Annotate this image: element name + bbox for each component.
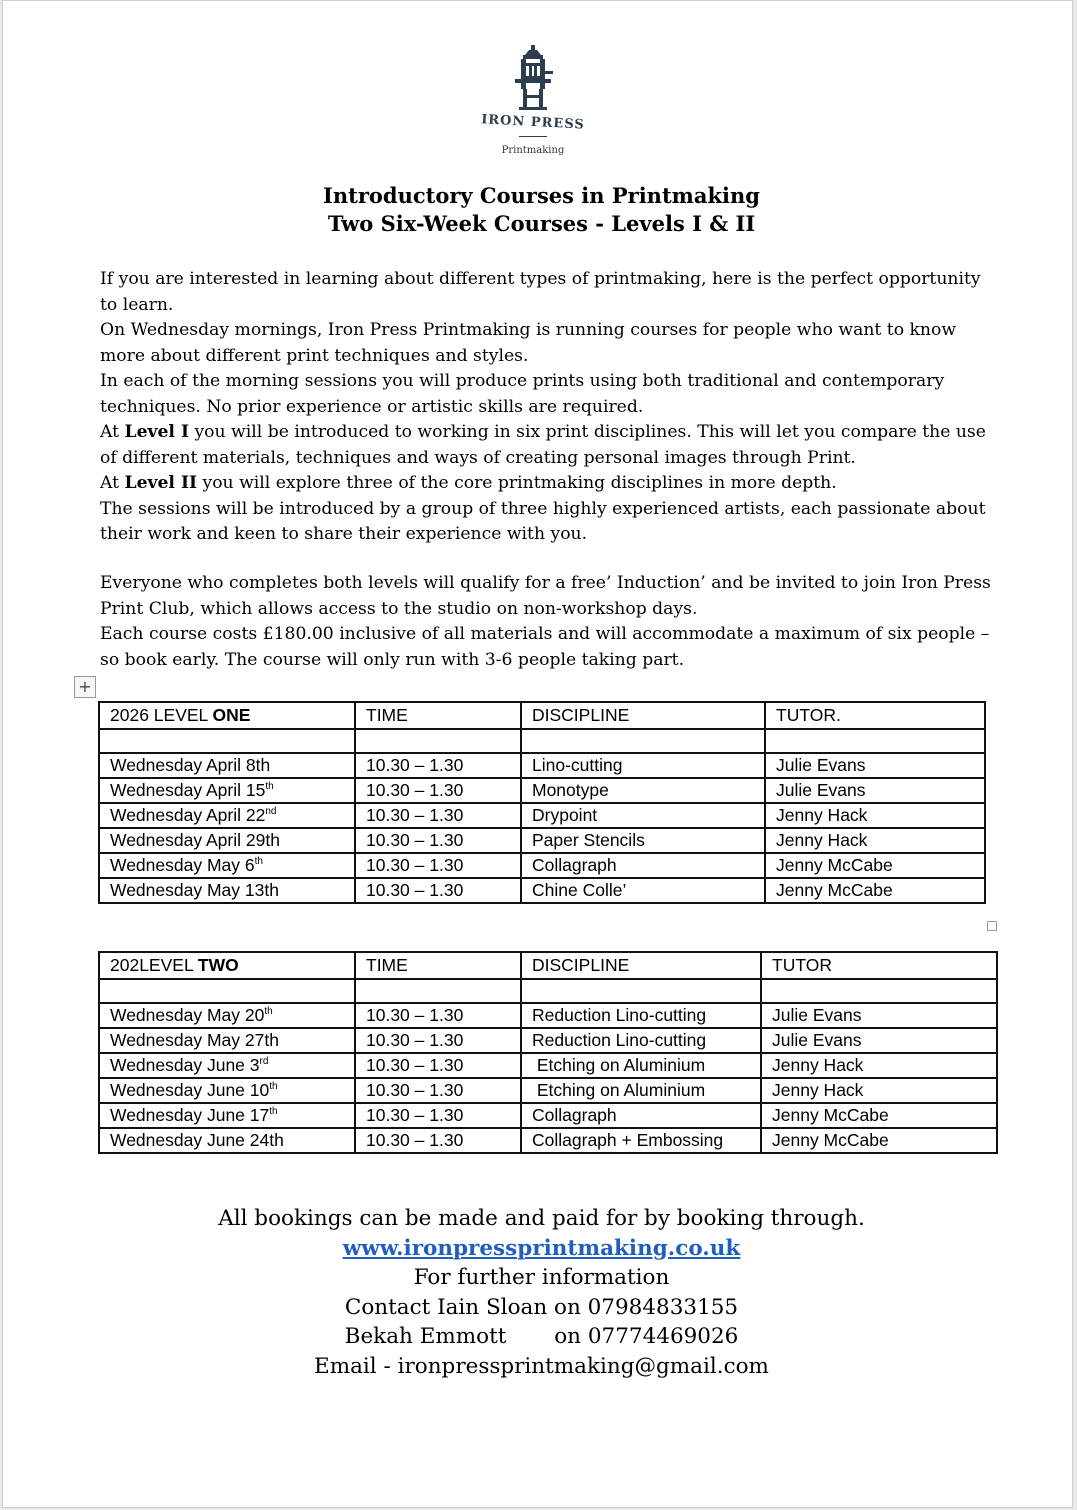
empty-cell <box>521 979 761 1003</box>
level-two-table <box>98 951 998 1154</box>
table-row <box>99 828 985 853</box>
contact-email: Email - ironpressprintmaking@gmail.com <box>314 1353 769 1379</box>
intro-paragraph: The sessions will be introduced by a group of three highly experienced artists, each passionate about their work and keen to share their experience with you. <box>100 498 986 544</box>
time-cell: 10.30 – 1.30 <box>355 1078 521 1103</box>
table-row <box>99 778 985 803</box>
date-suffix: th <box>264 1006 273 1018</box>
logo-divider <box>519 136 547 137</box>
page-subtitle: Two Six-Week Courses - Levels I & II <box>327 211 756 236</box>
date-cell <box>99 853 355 878</box>
header-cell: DISCIPLINE <box>521 702 765 729</box>
tutor-cell: Julie Evans <box>761 1003 997 1028</box>
time-cell: 10.30 – 1.30 <box>355 1028 521 1053</box>
tutor-cell: Jenny Hack <box>765 828 985 853</box>
date-suffix: th <box>265 781 274 793</box>
date-text: Wednesday May 20 <box>110 1005 265 1025</box>
logo-name: IRON PRESS <box>480 112 586 133</box>
discipline-cell: Reduction Lino-cutting <box>521 1003 761 1028</box>
table-header-row <box>99 702 985 729</box>
discipline-cell: Etching on Aluminium <box>521 1078 761 1103</box>
time-cell: 10.30 – 1.30 <box>355 828 521 853</box>
table-blank-row <box>99 729 985 753</box>
date-text: Wednesday May 6 <box>110 855 255 875</box>
date-text: Wednesday May 27th <box>110 1030 279 1050</box>
logo-subtitle: Printmaking <box>501 145 565 156</box>
date-cell <box>99 1103 355 1128</box>
discipline-cell: Etching on Aluminium <box>521 1053 761 1078</box>
date-cell <box>99 1053 355 1078</box>
table-row <box>99 1028 997 1053</box>
header-year: 202LEVEL <box>110 955 198 975</box>
header-cell: DISCIPLINE <box>521 952 761 979</box>
header-cell: TIME <box>355 702 521 729</box>
discipline-cell: Chine Colle’ <box>521 878 765 903</box>
header-level: ONE <box>212 705 251 725</box>
intro-paragraph: In each of the morning sessions you will produce prints using both traditional and contemporary techniques. No prior experience or artistic skills are required. <box>100 371 945 417</box>
discipline-cell: Reduction Lino-cutting <box>521 1028 761 1053</box>
tutor-cell: Jenny McCabe <box>761 1128 997 1153</box>
time-cell: 10.30 – 1.30 <box>355 1003 521 1028</box>
date-text: Wednesday April 8th <box>110 755 271 775</box>
date-suffix: rd <box>259 1056 269 1068</box>
table-row <box>99 853 985 878</box>
date-text: Wednesday June 17 <box>110 1105 270 1125</box>
discipline-cell: Collagraph <box>521 1103 761 1128</box>
date-suffix: th <box>254 856 263 868</box>
table-row <box>99 878 985 903</box>
tutor-cell: Julie Evans <box>765 778 985 803</box>
table-row <box>99 1003 997 1028</box>
document-page <box>2 0 1073 1508</box>
table-move-icon[interactable]: + <box>74 676 96 698</box>
discipline-cell: Paper Stencils <box>521 828 765 853</box>
date-suffix: nd <box>265 806 277 818</box>
date-cell <box>99 753 355 778</box>
tutor-cell: Julie Evans <box>765 753 985 778</box>
date-cell <box>99 878 355 903</box>
level-one-table <box>98 701 986 904</box>
time-cell: 10.30 – 1.30 <box>355 1103 521 1128</box>
table-blank-row <box>99 979 997 1003</box>
header-cell: TUTOR. <box>765 702 985 729</box>
contact-bekah: Bekah Emmott on 07774469026 <box>344 1324 739 1349</box>
date-text: Wednesday April 15 <box>110 780 266 800</box>
date-text: Wednesday April 22 <box>110 805 266 825</box>
date-suffix: th <box>269 1081 278 1093</box>
header-cell-level <box>99 952 355 979</box>
info-paragraph: Everyone who completes both levels will qualify for a free’ Induction’ and be invited to join Iron Press Print Club, which allows access to the studio on non-workshop days. <box>100 573 991 619</box>
website-link[interactable]: www.ironpressprintmaking.co.uk <box>342 1235 741 1261</box>
time-cell: 10.30 – 1.30 <box>355 778 521 803</box>
tutor-cell: Jenny McCabe <box>765 853 985 878</box>
empty-cell <box>355 729 521 753</box>
discipline-cell: Monotype <box>521 778 765 803</box>
date-text: Wednesday June 3 <box>110 1055 260 1075</box>
tutor-cell: Julie Evans <box>761 1028 997 1053</box>
info-paragraph: Each course costs £180.00 inclusive of all materials and will accommodate a maximum of six people – so book early. The course will only run with 3-6 people taking part. <box>100 624 990 670</box>
header-level: TWO <box>197 955 239 975</box>
intro-paragraph: On Wednesday mornings, Iron Press Printmaking is running courses for people who want to know more about different print techniques and styles. <box>100 320 957 366</box>
discipline-cell: Lino-cutting <box>521 753 765 778</box>
header-cell: TUTOR <box>761 952 997 979</box>
table-resize-handle[interactable] <box>987 921 997 931</box>
date-cell <box>99 1028 355 1053</box>
table-row <box>99 1053 997 1078</box>
info-heading: For further information <box>413 1265 670 1290</box>
date-text: Wednesday June 10 <box>110 1080 270 1100</box>
level-two-label: Level II <box>124 473 198 493</box>
info-text <box>100 571 1000 673</box>
date-cell <box>99 803 355 828</box>
level-one-label: Level I <box>124 422 189 442</box>
time-cell: 10.30 – 1.30 <box>355 1053 521 1078</box>
tutor-cell: Jenny McCabe <box>765 878 985 903</box>
table-header-row <box>99 952 997 979</box>
date-cell <box>99 1128 355 1153</box>
intro-paragraph: At Level II you will explore three of the core printmaking disciplines in more depth. <box>100 473 837 493</box>
tutor-cell: Jenny Hack <box>761 1078 997 1103</box>
tutor-cell: Jenny Hack <box>765 803 985 828</box>
table-row <box>99 1078 997 1103</box>
date-cell <box>99 778 355 803</box>
booking-text: All bookings can be made and paid for by booking through. <box>218 1206 865 1231</box>
empty-cell <box>99 979 355 1003</box>
page-title: Introductory Courses in Printmaking <box>323 183 760 208</box>
empty-cell <box>765 729 985 753</box>
table-row <box>99 1128 997 1153</box>
date-cell <box>99 1078 355 1103</box>
date-text: Wednesday May 13th <box>110 880 279 900</box>
date-text: Wednesday April 29th <box>110 830 280 850</box>
tutor-cell: Jenny McCabe <box>761 1103 997 1128</box>
time-cell: 10.30 – 1.30 <box>355 853 521 878</box>
table-row <box>99 753 985 778</box>
time-cell: 10.30 – 1.30 <box>355 1128 521 1153</box>
date-cell <box>99 828 355 853</box>
iron-press-logo <box>463 45 603 175</box>
empty-cell <box>761 979 997 1003</box>
date-cell <box>99 1003 355 1028</box>
intro-paragraph: At Level I you will be introduced to working in six print disciplines. This will let you compare the use of different materials, techniques and ways of creating personal images through Print. <box>100 422 986 468</box>
table-row <box>99 803 985 828</box>
intro-text <box>100 267 1000 548</box>
tutor-cell: Jenny Hack <box>761 1053 997 1078</box>
header-cell: TIME <box>355 952 521 979</box>
date-suffix: th <box>269 1106 278 1118</box>
header-year: 2026 LEVEL <box>110 705 213 725</box>
intro-paragraph: If you are interested in learning about different types of printmaking, here is the perfect opportunity to learn. <box>100 269 981 315</box>
time-cell: 10.30 – 1.30 <box>355 878 521 903</box>
header-cell-level <box>99 702 355 729</box>
discipline-cell: Collagraph + Embossing <box>521 1128 761 1153</box>
empty-cell <box>355 979 521 1003</box>
table-row <box>99 1103 997 1128</box>
printing-press-icon <box>511 45 555 111</box>
discipline-cell: Collagraph <box>521 853 765 878</box>
empty-cell <box>521 729 765 753</box>
empty-cell <box>99 729 355 753</box>
discipline-cell: Drypoint <box>521 803 765 828</box>
date-text: Wednesday June 24th <box>110 1130 284 1150</box>
time-cell: 10.30 – 1.30 <box>355 753 521 778</box>
time-cell: 10.30 – 1.30 <box>355 803 521 828</box>
contact-iain: Contact Iain Sloan on 07984833155 <box>344 1294 739 1320</box>
booking-footer <box>3 1204 1077 1381</box>
